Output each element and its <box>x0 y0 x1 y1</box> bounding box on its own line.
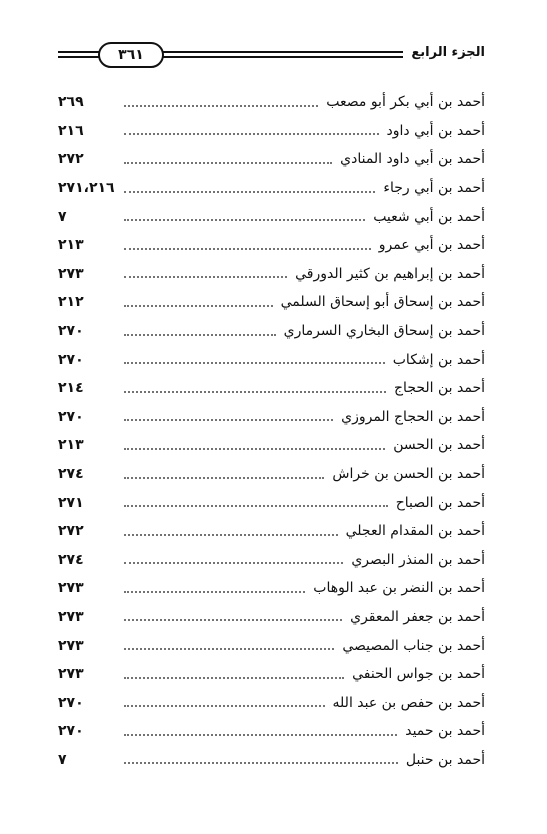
dot-leader <box>124 647 334 650</box>
dot-leader <box>124 418 333 421</box>
entry-pages: ٢٧٢ <box>58 151 84 168</box>
entry-pages: ٢٧٠ <box>58 723 84 740</box>
index-entry <box>58 631 485 660</box>
dot-leader <box>124 533 338 536</box>
volume-title: الجزء الرابع <box>403 42 485 64</box>
entry-pages: ٢٧٢ <box>58 523 84 540</box>
dot-leader <box>124 247 371 250</box>
entry-name: أحمد بن أبي بكر أبو مصعب <box>326 94 485 111</box>
dot-leader <box>124 161 332 164</box>
entry-pages: ٢٧٣ <box>58 637 84 654</box>
index-entry <box>58 688 485 717</box>
dot-leader <box>124 333 276 336</box>
entry-name: أحمد بن الحسن <box>393 437 485 454</box>
entry-name: أحمد بن جناب المصيصي <box>342 637 485 654</box>
dot-leader <box>124 190 375 193</box>
dot-leader <box>124 504 388 507</box>
entry-name: أحمد بن الحجاج <box>394 380 485 397</box>
index-entry <box>58 145 485 174</box>
index-entry <box>58 431 485 460</box>
dot-leader <box>124 590 305 593</box>
entry-pages: ٢٧٤ <box>58 466 84 483</box>
index-entry <box>58 603 485 632</box>
entry-pages: ٧ <box>58 208 67 225</box>
entry-pages: ٧ <box>58 751 67 768</box>
index-entry <box>58 174 485 203</box>
index-entry <box>58 288 485 317</box>
entry-name: أحمد بن إسحاق البخاري السرماري <box>283 323 485 340</box>
index-entry <box>58 460 485 489</box>
entry-name: أحمد بن إبراهيم بن كثير الدورقي <box>295 265 485 282</box>
entry-name: أحمد بن الصباح <box>395 494 485 511</box>
entry-name: أحمد بن أبي شعيب <box>373 208 485 225</box>
index-entry <box>58 260 485 289</box>
entry-pages: ٢٧٣ <box>58 608 84 625</box>
entry-pages: ٢٧١ <box>58 494 84 511</box>
entry-name: أحمد بن جواس الحنفي <box>352 666 485 683</box>
index-entry <box>58 231 485 260</box>
entry-name: أحمد بن أبي عمرو <box>378 237 485 254</box>
entry-name: أحمد بن النضر بن عبد الوهاب <box>313 580 485 597</box>
dot-leader <box>124 218 365 221</box>
index-entry <box>58 746 485 775</box>
index-entry <box>58 546 485 575</box>
index-entry <box>58 88 485 117</box>
page-number: ٣٦١ <box>98 42 164 68</box>
entry-pages: ٢٦٩ <box>58 94 84 111</box>
entry-name: أحمد بن حفص بن عبد الله <box>332 694 485 711</box>
index-entry <box>58 403 485 432</box>
entry-name: أحمد بن حنبل <box>405 751 485 768</box>
entry-name: أحمد بن أبي رجاء <box>383 180 485 197</box>
index-entry <box>58 574 485 603</box>
entry-pages: ٢٧٤ <box>58 551 84 568</box>
dot-leader <box>124 447 385 450</box>
dot-leader <box>124 561 343 564</box>
entry-pages: ٢١٤ <box>58 380 84 397</box>
index-entry <box>58 660 485 689</box>
dot-leader <box>124 304 273 307</box>
index-entry <box>58 202 485 231</box>
dot-leader <box>124 275 287 278</box>
entry-name: أحمد بن المقدام العجلي <box>345 523 485 540</box>
entry-pages: ٢٧٠ <box>58 694 84 711</box>
dot-leader <box>124 361 385 364</box>
entry-name: أحمد بن أبي داود المنادي <box>340 151 485 168</box>
entry-pages: ٢٧١،٢١٦ <box>58 180 115 197</box>
entry-name: أحمد بن جعفر المعقري <box>350 608 485 625</box>
dot-leader <box>124 132 379 135</box>
dot-leader <box>124 476 324 479</box>
entry-pages: ٢٧٣ <box>58 265 84 282</box>
entry-pages: ٢٧٠ <box>58 408 84 425</box>
entry-pages: ٢٧٠ <box>58 351 84 368</box>
entry-pages: ٢٧٠ <box>58 323 84 340</box>
entry-pages: ٢١٣ <box>58 237 84 254</box>
dot-leader <box>124 704 325 707</box>
index-entry <box>58 717 485 746</box>
entry-name: أحمد بن الحسن بن خراش <box>332 466 485 483</box>
index-entry <box>58 317 485 346</box>
dot-leader <box>124 733 397 736</box>
dot-leader <box>124 104 318 107</box>
entry-pages: ٢٧٣ <box>58 580 84 597</box>
entry-name: أحمد بن الحجاج المروزي <box>341 408 485 425</box>
entry-name: أحمد بن المنذر البصري <box>351 551 485 568</box>
entry-name: أحمد بن أبي داود <box>386 122 485 139</box>
index-entry <box>58 488 485 517</box>
running-header <box>58 40 485 68</box>
entry-pages: ٢١٣ <box>58 437 84 454</box>
entry-name: أحمد بن حميد <box>405 723 485 740</box>
index-entry <box>58 345 485 374</box>
index-entry <box>58 374 485 403</box>
entry-pages: ٢١٦ <box>58 122 84 139</box>
entry-pages: ٢١٢ <box>58 294 84 311</box>
index-list <box>58 88 485 774</box>
dot-leader <box>124 618 342 621</box>
entry-name: أحمد بن إشكاب <box>392 351 485 368</box>
dot-leader <box>124 390 386 393</box>
entry-name: أحمد بن إسحاق أبو إسحاق السلمي <box>280 294 485 311</box>
entry-pages: ٢٧٣ <box>58 666 84 683</box>
index-entry <box>58 117 485 146</box>
index-entry <box>58 517 485 546</box>
dot-leader <box>124 761 398 764</box>
dot-leader <box>124 676 344 679</box>
